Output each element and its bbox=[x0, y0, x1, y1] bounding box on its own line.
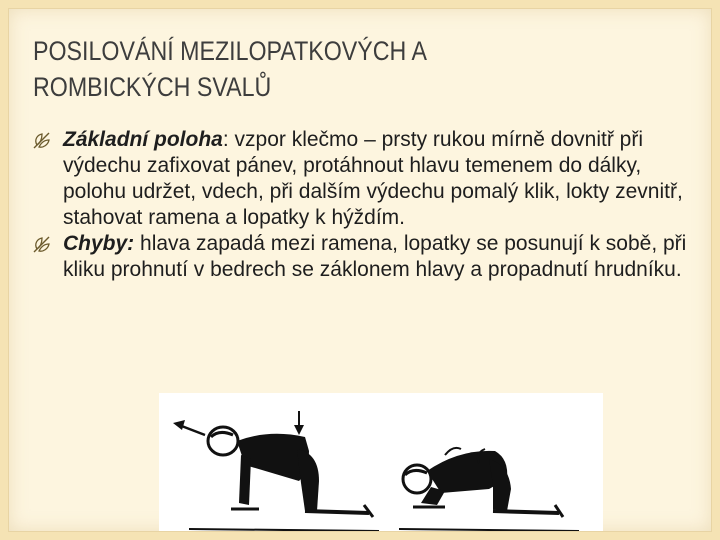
bullet-errors bbox=[31, 231, 691, 283]
bullet-lead: Chyby: bbox=[63, 232, 135, 255]
bullet-leaf-icon bbox=[31, 129, 53, 151]
bullet-basic-position bbox=[31, 127, 691, 231]
figure-left bbox=[173, 411, 379, 531]
bullet-lead: Základní poloha bbox=[63, 128, 223, 151]
exercise-figure bbox=[159, 393, 603, 532]
slide bbox=[8, 8, 712, 532]
slide-title bbox=[33, 33, 583, 105]
figure-right bbox=[399, 448, 579, 531]
bullet-leaf-icon bbox=[31, 233, 53, 255]
title-line-1: POSILOVÁNÍ MEZILOPATKOVÝCH A bbox=[33, 36, 427, 66]
bullet-list bbox=[31, 127, 691, 283]
title-line-2: ROMBICKÝCH SVALŮ bbox=[33, 72, 272, 102]
bullet-text: : vzpor klečmo – prsty rukou mírně dovnitř při výdechu zafixovat pánev, protáhnout hlavu temenem do dálky, polohu udržet, vdech, při dalším výdechu pomalý klik, lokty zevnitř, stahovat ramena a lopatky k hýždím. bbox=[63, 128, 683, 229]
exercise-illustration-icon bbox=[159, 393, 603, 532]
bullet-text: hlava zapadá mezi ramena, lopatky se posunují k sobě, při kliku prohnutí v bedrech se záklonem hlavy a propadnutí hrudníku. bbox=[63, 232, 687, 281]
